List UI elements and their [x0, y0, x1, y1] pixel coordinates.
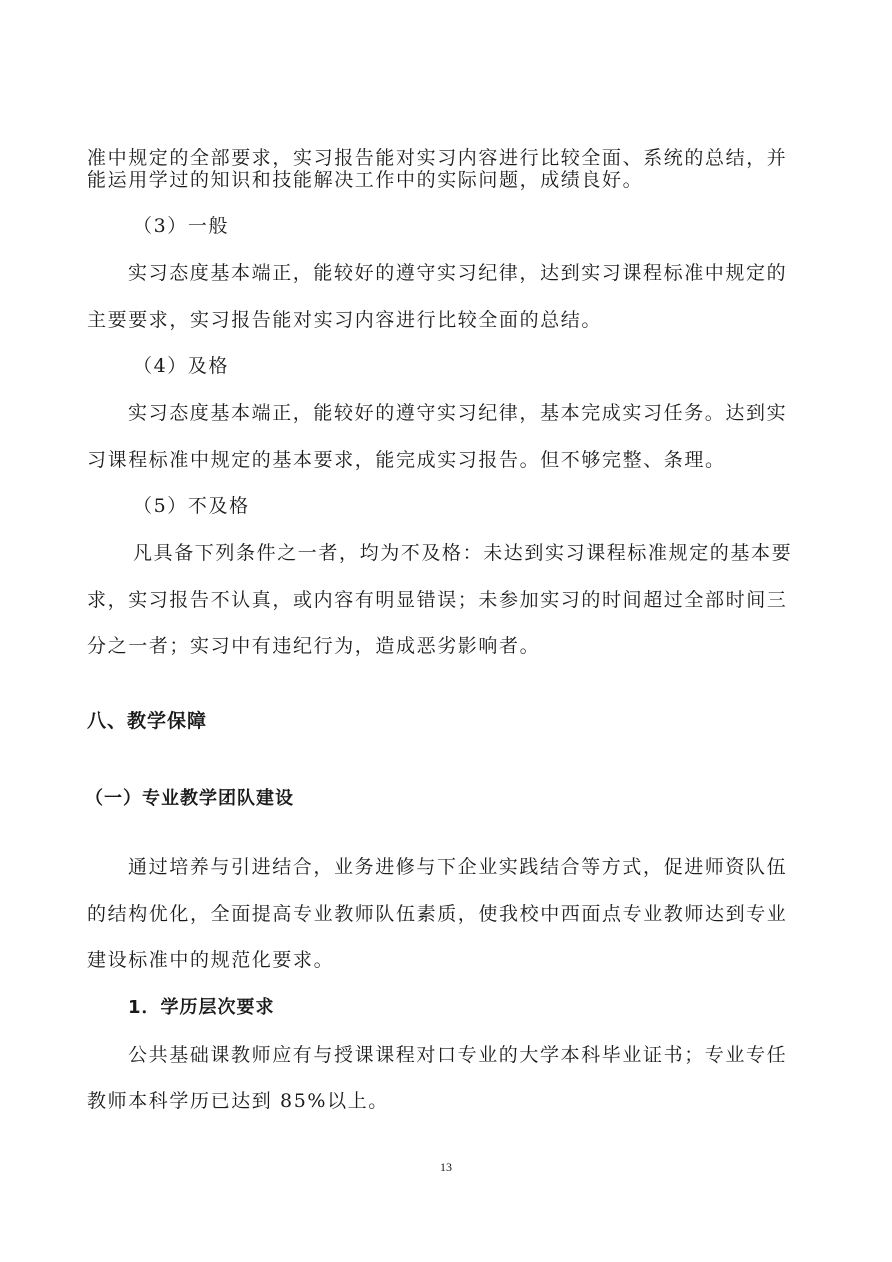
paragraph-line: 求，实习报告不认真，或内容有明显错误；未参加实习的时间超过全部时间三 — [87, 589, 788, 611]
paragraph-line: 公共基础课教师应有与授课课程对口专业的大学本科毕业证书；专业专任 — [128, 1044, 788, 1066]
list-item-label: （4）及格 — [133, 355, 230, 377]
paragraph-line: 习课程标准中规定的基本要求，能完成实习报告。但不够完整、条理。 — [87, 449, 726, 471]
paragraph-line: 分之一者；实习中有违纪行为，造成恶劣影响者。 — [87, 635, 541, 657]
paragraph-line: 建设标准中的规范化要求。 — [87, 949, 335, 971]
paragraph-line: 教师本科学历已达到 85%以上。 — [87, 1090, 389, 1112]
item-heading: 1．学历层次要求 — [128, 997, 275, 1018]
paragraph-line: 实习态度基本端正，能较好的遵守实习纪律，基本完成实习任务。达到实 — [128, 402, 788, 424]
list-item-label: （5）不及格 — [133, 495, 250, 517]
subsection-heading: （一）专业教学团队建设 — [85, 788, 294, 809]
paragraph-line: 通过培养与引进结合，业务进修与下企业实践结合等方式，促进师资队伍 — [128, 856, 788, 878]
paragraph-line: 实习态度基本端正，能较好的遵守实习纪律，达到实习课程标准中规定的 — [128, 262, 788, 284]
paragraph-line: 准中规定的全部要求，实习报告能对实习内容进行比较全面、系统的总结，并 — [87, 147, 788, 169]
paragraph-line: 能运用学过的知识和技能解决工作中的实际问题，成绩良好。 — [87, 169, 644, 191]
section-heading: 八、教学保障 — [87, 710, 208, 732]
paragraph-line: 的结构优化，全面提高专业教师队伍素质，使我校中西面点专业教师达到专业 — [87, 903, 788, 925]
paragraph-line: 凡具备下列条件之一者，均为不及格：未达到实习课程标准规定的基本要 — [133, 542, 793, 564]
page-number: 13 — [440, 1160, 452, 1174]
list-item-label: （3）一般 — [133, 215, 230, 237]
paragraph-line: 主要要求，实习报告能对实习内容进行比较全面的总结。 — [87, 309, 603, 331]
